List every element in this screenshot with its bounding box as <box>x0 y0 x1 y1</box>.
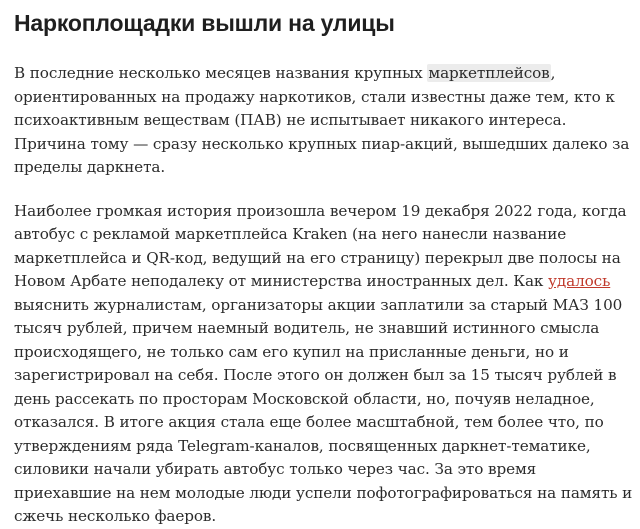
article-title: Наркоплощадки вышли на улицы <box>14 10 395 36</box>
highlighted-term: маркетплейсов <box>428 64 550 82</box>
article-paragraph-1 <box>14 62 636 180</box>
article <box>14 8 636 529</box>
paragraph-1-text-start: В последние несколько месяцев названия крупных <box>14 64 428 82</box>
paragraph-2-text-start: Наиболее громкая история произошла вечером 19 декабря 2022 года, когда автобус с рекламой маркетплейса Kraken (на него нанесли название маркетплейса и QR-код, ведущий на его страницу) перекрыл две полосы на Новом Арбате неподалеку от министерства иностранных дел. Как <box>14 201 627 290</box>
paragraph-2-text-end: выяснить журналистам, организаторы акции заплатили за старый МАЗ 100 тысяч рублей, причем наемный водитель, не знавший истинного смысла происходящего, не только сам его купил на присланные деньги, но и зарегистрировал на себя. После этого он должен был за 15 тысяч рублей в день рассекать по просторам Московской области, но, почуяв неладное, отказался. В итоге акция стала еще более масштабной, тем более что, по утверждениям ряда Telegram-каналов, посвященных даркнет-тематике, силовики начали убирать автобус только через час. За это время приехавшие на нем молодые люди успели пофотографироваться на память и сжечь несколько фаеров. <box>14 295 633 525</box>
source-link[interactable]: удалось <box>548 272 611 290</box>
paragraph-1-text-end: , ориентированных на продажу наркотиков, стали известны даже тем, кто к психоактивным веществам (ПАВ) не испытывает никакого интереса. Причина тому — сразу несколько крупных пиар-акций, вышедших далеко за пределы даркнета. <box>14 64 630 176</box>
article-paragraph-2 <box>14 200 636 529</box>
